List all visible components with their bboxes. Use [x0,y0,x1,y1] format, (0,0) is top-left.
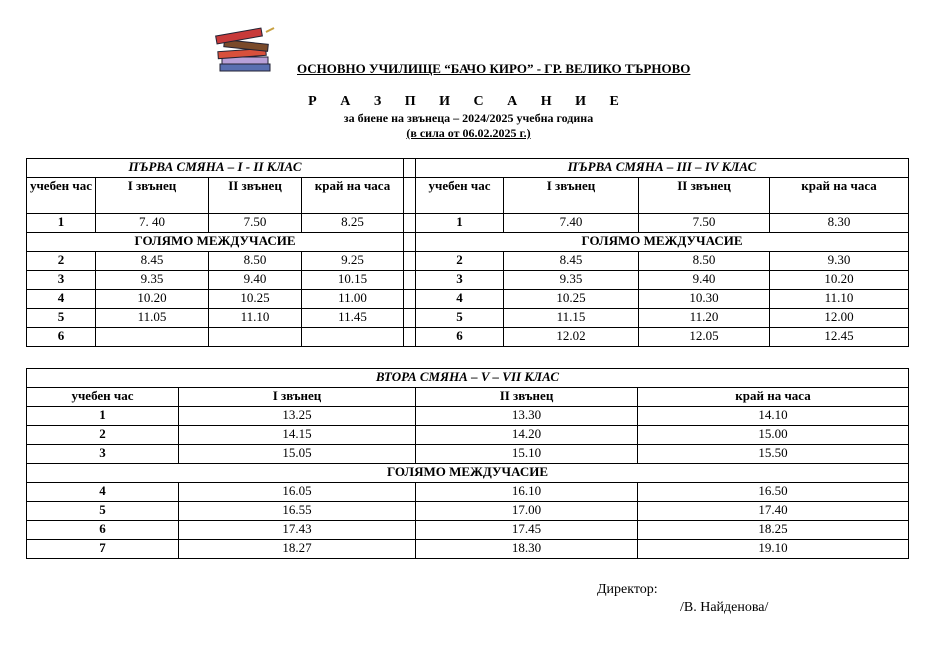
period-number: 3 [27,445,179,464]
separator-cell [404,233,416,252]
table-cell: 10.20 [770,271,909,290]
director-name: /В. Найденова/ [680,600,769,615]
separator-cell [404,178,416,214]
period-number: 7 [27,540,179,559]
table-row [27,407,909,426]
table-cell: 7.50 [209,214,302,233]
period-number: 1 [416,214,504,233]
document-subtitle: за биене на звънеца – 2024/2025 учебна година [343,111,594,125]
period-number: 4 [27,483,179,502]
table-row [27,445,909,464]
table-cell: 16.10 [416,483,638,502]
table-cell: 12.02 [504,328,639,347]
school-name: ОСНОВНО УЧИЛИЩЕ “БАЧО КИРО” - ГР. ВЕЛИКО ТЪРНОВО [297,61,691,76]
table-cell: 10.25 [209,290,302,309]
table-cell [302,328,404,347]
table-cell: 13.25 [179,407,416,426]
table-cell: 16.50 [638,483,909,502]
table-row [27,214,909,233]
separator-cell [404,159,416,178]
director-label: Директор: [597,582,658,597]
table-cell: 11.15 [504,309,639,328]
table-cell: 11.10 [770,290,909,309]
table-cell: 13.30 [416,407,638,426]
period-number: 1 [27,407,179,426]
table-cell: 7. 40 [96,214,209,233]
table-cell: 14.10 [638,407,909,426]
table-cell: 9.35 [96,271,209,290]
table-cell: 8.25 [302,214,404,233]
break-label: ГОЛЯМО МЕЖДУЧАСИЕ [416,233,909,252]
table-row [27,328,909,347]
table-cell: 10.15 [302,271,404,290]
table-cell: 7.50 [639,214,770,233]
table-cell: 8.50 [639,252,770,271]
table-cell: 17.40 [638,502,909,521]
table-cell: 12.05 [639,328,770,347]
period-number: 2 [27,426,179,445]
table-row [27,290,909,309]
books-stack-icon [214,26,278,74]
break-label: ГОЛЯМО МЕЖДУЧАСИЕ [27,233,404,252]
table-cell: 15.05 [179,445,416,464]
table-cell: 10.20 [96,290,209,309]
table-cell: 12.45 [770,328,909,347]
table-row [27,540,909,559]
period-number: 3 [416,271,504,290]
table-cell: 11.20 [639,309,770,328]
table-cell: 14.15 [179,426,416,445]
effective-date: (в сила от 06.02.2025 г.) [406,126,531,140]
table-cell: 19.10 [638,540,909,559]
column-header: II звънец [639,178,770,214]
second-shift-title: ВТОРА СМЯНА – V – VII КЛАС [27,369,909,388]
column-header: край на часа [302,178,404,214]
table-cell: 18.30 [416,540,638,559]
table-cell: 12.00 [770,309,909,328]
first-shift-right-title: ПЪРВА СМЯНА – III – IV КЛАС [416,159,909,178]
period-number: 4 [416,290,504,309]
table-cell: 17.43 [179,521,416,540]
table-cell: 9.25 [302,252,404,271]
table-cell: 10.30 [639,290,770,309]
table-cell: 8.50 [209,252,302,271]
table-cell: 17.45 [416,521,638,540]
table-cell: 16.55 [179,502,416,521]
separator-cell [404,328,416,347]
table-row [27,426,909,445]
table-cell: 16.05 [179,483,416,502]
period-number: 3 [27,271,96,290]
period-number: 6 [27,328,96,347]
column-header: учебен час [27,388,179,407]
period-number: 4 [27,290,96,309]
table-row [27,271,909,290]
table-cell: 15.10 [416,445,638,464]
second-shift-table [26,368,909,559]
column-header: учебен час [416,178,504,214]
break-row [27,233,909,252]
separator-cell [404,271,416,290]
first-shift-table [26,158,909,347]
table-cell: 11.45 [302,309,404,328]
period-number: 1 [27,214,96,233]
period-number: 5 [27,309,96,328]
column-header: край на часа [638,388,909,407]
table-cell: 9.30 [770,252,909,271]
period-number: 5 [27,502,179,521]
table-row [27,521,909,540]
table-cell: 9.40 [209,271,302,290]
column-header: I звънец [96,178,209,214]
table-cell: 9.35 [504,271,639,290]
period-number: 6 [27,521,179,540]
separator-cell [404,309,416,328]
table-cell: 8.45 [96,252,209,271]
table-cell: 7.40 [504,214,639,233]
separator-cell [404,214,416,233]
break-row [27,464,909,483]
table-cell: 8.30 [770,214,909,233]
period-number: 2 [416,252,504,271]
table-cell: 11.10 [209,309,302,328]
table-cell: 18.25 [638,521,909,540]
table-cell: 17.00 [416,502,638,521]
table-cell [96,328,209,347]
separator-cell [404,252,416,271]
table-row [27,502,909,521]
table-cell: 11.00 [302,290,404,309]
separator-cell [404,290,416,309]
table-cell: 11.05 [96,309,209,328]
column-header: учебен час [27,178,96,214]
table-row [27,483,909,502]
table-cell: 15.50 [638,445,909,464]
period-number: 6 [416,328,504,347]
column-header: II звънец [416,388,638,407]
table-row [27,309,909,328]
column-header: II звънец [209,178,302,214]
period-number: 2 [27,252,96,271]
table-cell: 15.00 [638,426,909,445]
table-cell: 14.20 [416,426,638,445]
table-cell [209,328,302,347]
break-label: ГОЛЯМО МЕЖДУЧАСИЕ [27,464,909,483]
column-header: I звънец [179,388,416,407]
table-cell: 10.25 [504,290,639,309]
table-cell: 18.27 [179,540,416,559]
table-row [27,252,909,271]
table-cell: 8.45 [504,252,639,271]
column-header: I звънец [504,178,639,214]
period-number: 5 [416,309,504,328]
column-header: край на часа [770,178,909,214]
document-title: Р А З П И С А Н И Е [308,94,629,109]
first-shift-left-title: ПЪРВА СМЯНА – I - II КЛАС [27,159,404,178]
table-cell: 9.40 [639,271,770,290]
